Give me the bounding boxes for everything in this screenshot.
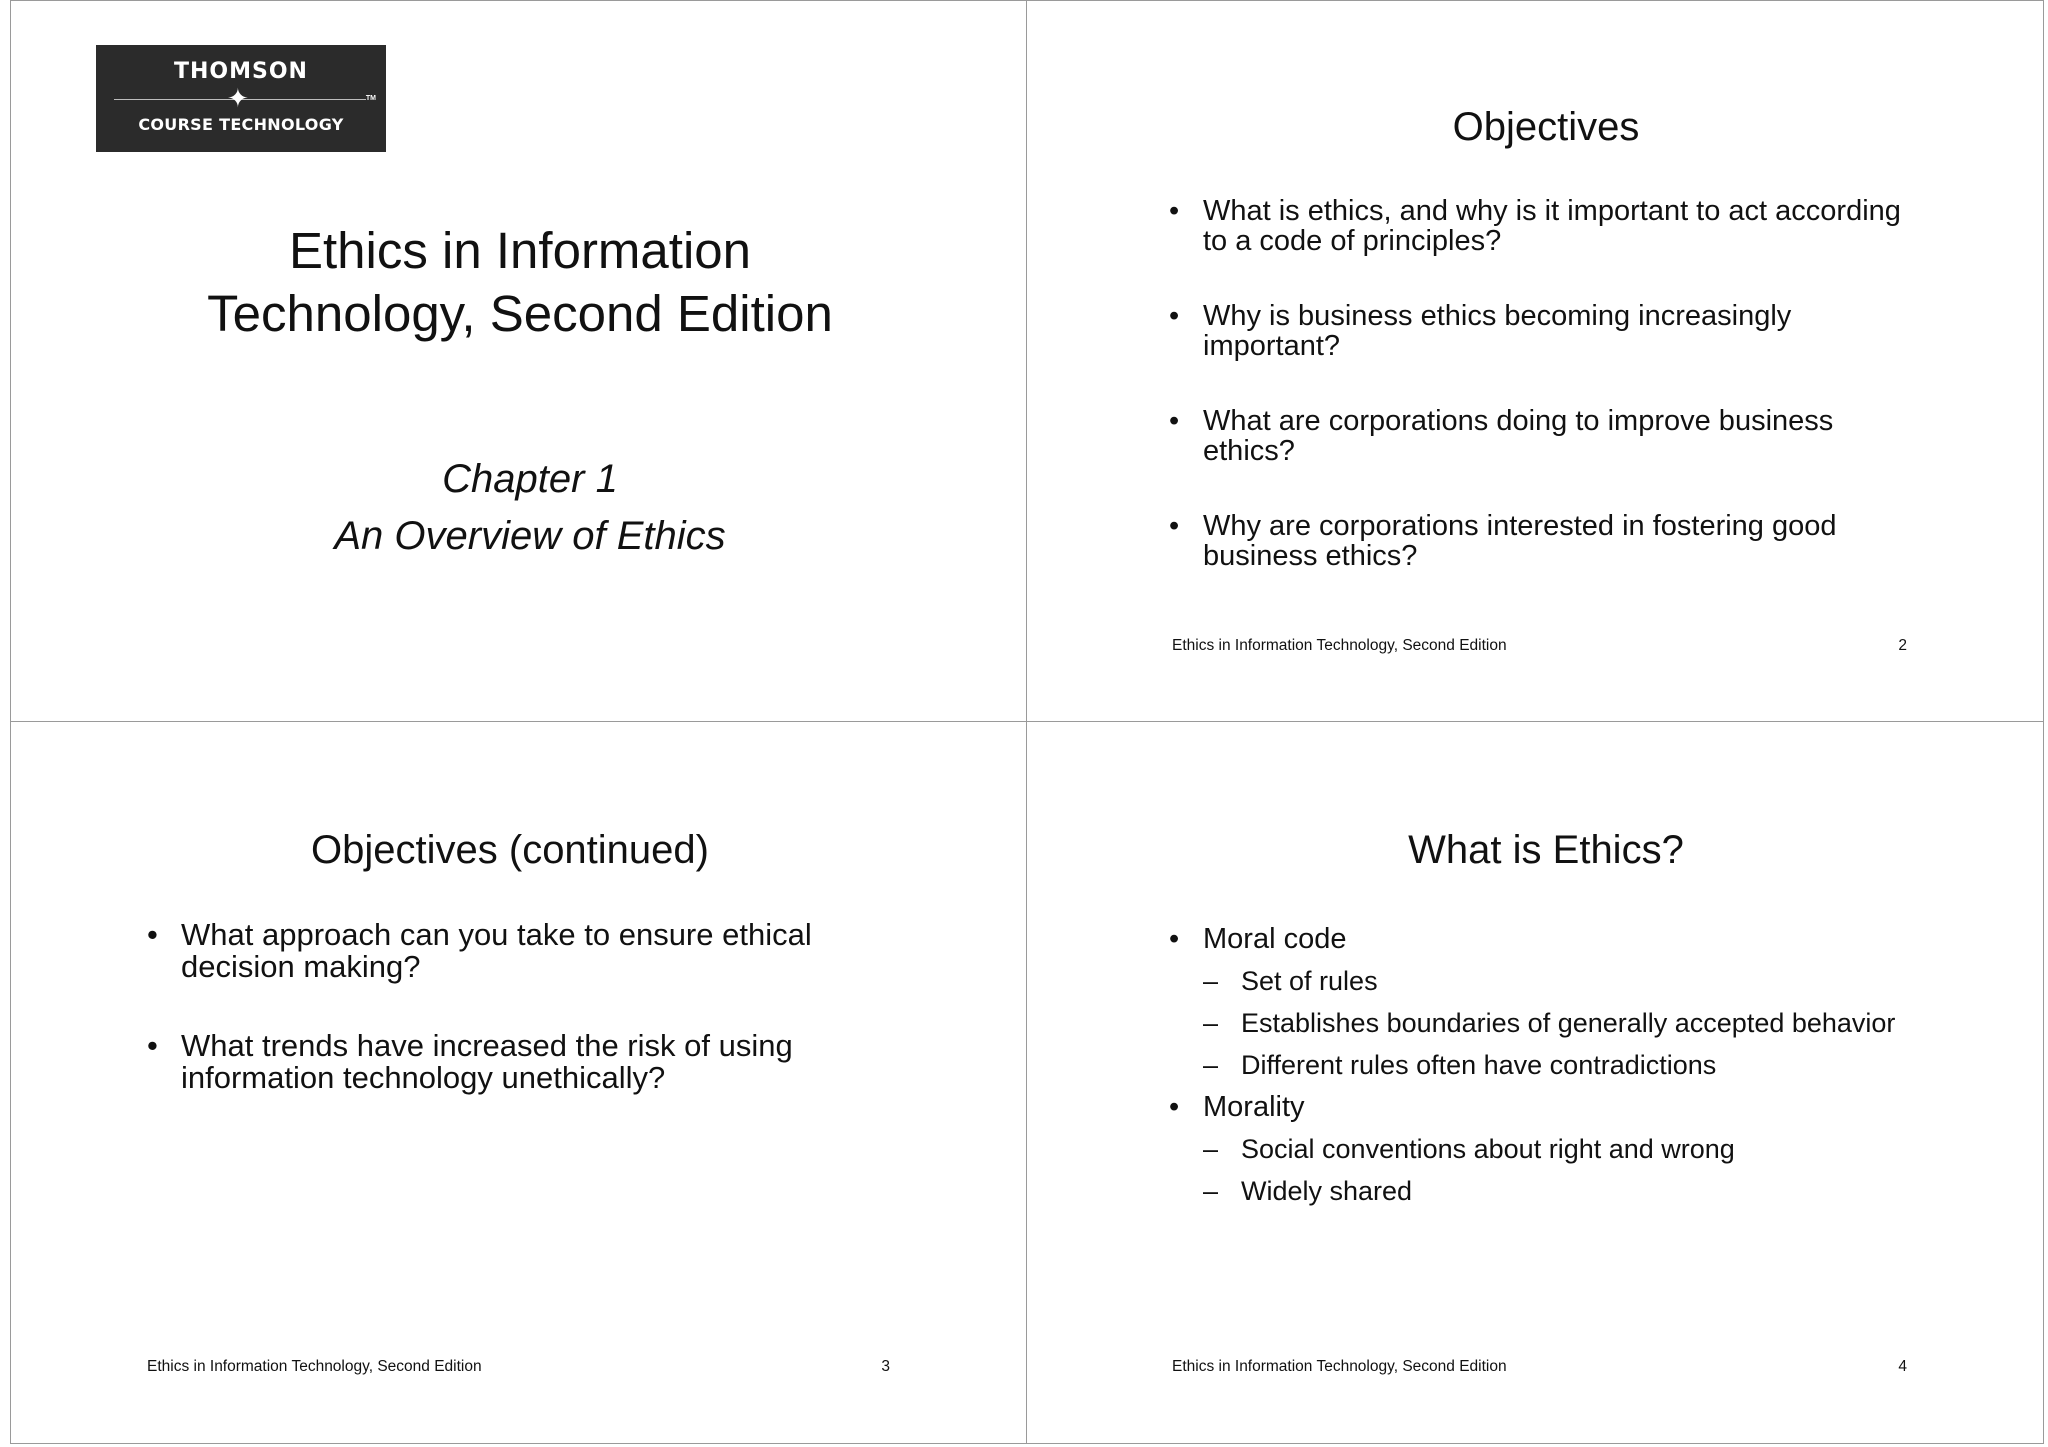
bullet-icon: •	[1169, 405, 1180, 437]
chapter-heading	[21, 451, 1028, 565]
bullet-text: Why are corporations interested in fostering good business ethics?	[1203, 510, 1837, 572]
dash-icon: –	[1203, 1134, 1219, 1164]
chapter-number: Chapter 1	[442, 457, 618, 501]
bullet-text: Moral code	[1203, 923, 1347, 955]
list-item	[147, 919, 907, 983]
book-title	[11, 219, 1028, 345]
slide-title: Objectives	[1452, 105, 1640, 149]
bullet-icon: •	[1169, 300, 1180, 332]
slide-4-what-is-ethics	[1026, 721, 2044, 1444]
list-item	[1169, 922, 1929, 1082]
dash-icon: –	[1203, 1176, 1219, 1206]
bullet-text: What are corporations doing to improve business ethics?	[1203, 405, 1834, 467]
bullet-list	[1169, 922, 1929, 1216]
sub-bullet-text: Set of rules	[1241, 966, 1378, 996]
bullet-list	[1169, 196, 1929, 616]
slide-page-number: 4	[1898, 1358, 1907, 1375]
logo-brand: THOMSON	[174, 59, 308, 84]
bullet-text: What trends have increased the risk of using information technology unethically?	[181, 1028, 793, 1095]
handout-page	[10, 0, 2044, 1447]
list-item	[1169, 301, 1929, 361]
bullet-text: Morality	[1203, 1091, 1305, 1123]
sub-bullet-list	[1203, 964, 1929, 1082]
logo-star-icon: ✦	[227, 83, 249, 113]
sub-bullet-text: Widely shared	[1241, 1176, 1413, 1206]
bullet-icon: •	[1169, 923, 1180, 955]
sub-bullet-list	[1203, 1132, 1929, 1208]
list-item	[1169, 1090, 1929, 1208]
bullet-icon: •	[147, 1028, 158, 1063]
slide-footer: Ethics in Information Technology, Second Edition	[147, 1358, 482, 1375]
list-item	[1169, 196, 1929, 256]
sub-list-item	[1203, 1174, 1929, 1208]
sub-list-item	[1203, 1132, 1929, 1166]
bullet-icon: •	[147, 917, 158, 952]
slide-3-objectives-continued	[10, 721, 1028, 1444]
list-item	[1169, 406, 1929, 466]
thomson-logo	[96, 45, 386, 152]
slide-title: What is Ethics?	[1408, 828, 1684, 872]
sub-list-item	[1203, 1048, 1929, 1082]
bullet-icon: •	[1169, 1091, 1180, 1123]
slide-1-title	[10, 0, 1028, 723]
slide-page-number: 3	[881, 1358, 890, 1375]
slide-footer: Ethics in Information Technology, Second Edition	[1172, 637, 1507, 654]
bullet-icon: •	[1169, 195, 1180, 227]
dash-icon: –	[1203, 966, 1219, 996]
logo-subtitle: COURSE TECHNOLOGY	[138, 115, 344, 134]
sub-bullet-text: Social conventions about right and wrong	[1241, 1134, 1735, 1164]
sub-bullet-text: Different rules often have contradictions	[1241, 1050, 1717, 1080]
bullet-text: Why is business ethics becoming increasingly important?	[1203, 300, 1792, 362]
dash-icon: –	[1203, 1050, 1219, 1080]
sub-list-item	[1203, 964, 1929, 998]
list-item	[147, 1030, 907, 1094]
slide-page-number: 2	[1898, 637, 1907, 654]
slide-title: Objectives (continued)	[311, 828, 709, 872]
bullet-icon: •	[1169, 510, 1180, 542]
book-title-line-1: Ethics in Information	[288, 222, 752, 279]
dash-icon: –	[1203, 1008, 1219, 1038]
slide-2-objectives	[1026, 0, 2044, 723]
sub-list-item	[1203, 1006, 1929, 1040]
book-title-line-2: Technology, Second Edition	[207, 285, 833, 342]
sub-bullet-text: Establishes boundaries of generally accepted behavior	[1241, 1008, 1896, 1038]
bullet-text: What is ethics, and why is it important to act according to a code of principles?	[1203, 195, 1901, 257]
list-item	[1169, 511, 1929, 571]
bullet-text: What approach can you take to ensure ethical decision making?	[181, 917, 812, 984]
logo-trademark: TM	[365, 95, 376, 102]
slide-footer: Ethics in Information Technology, Second Edition	[1172, 1358, 1507, 1375]
chapter-title: An Overview of Ethics	[334, 514, 726, 558]
bullet-list	[147, 919, 907, 1141]
